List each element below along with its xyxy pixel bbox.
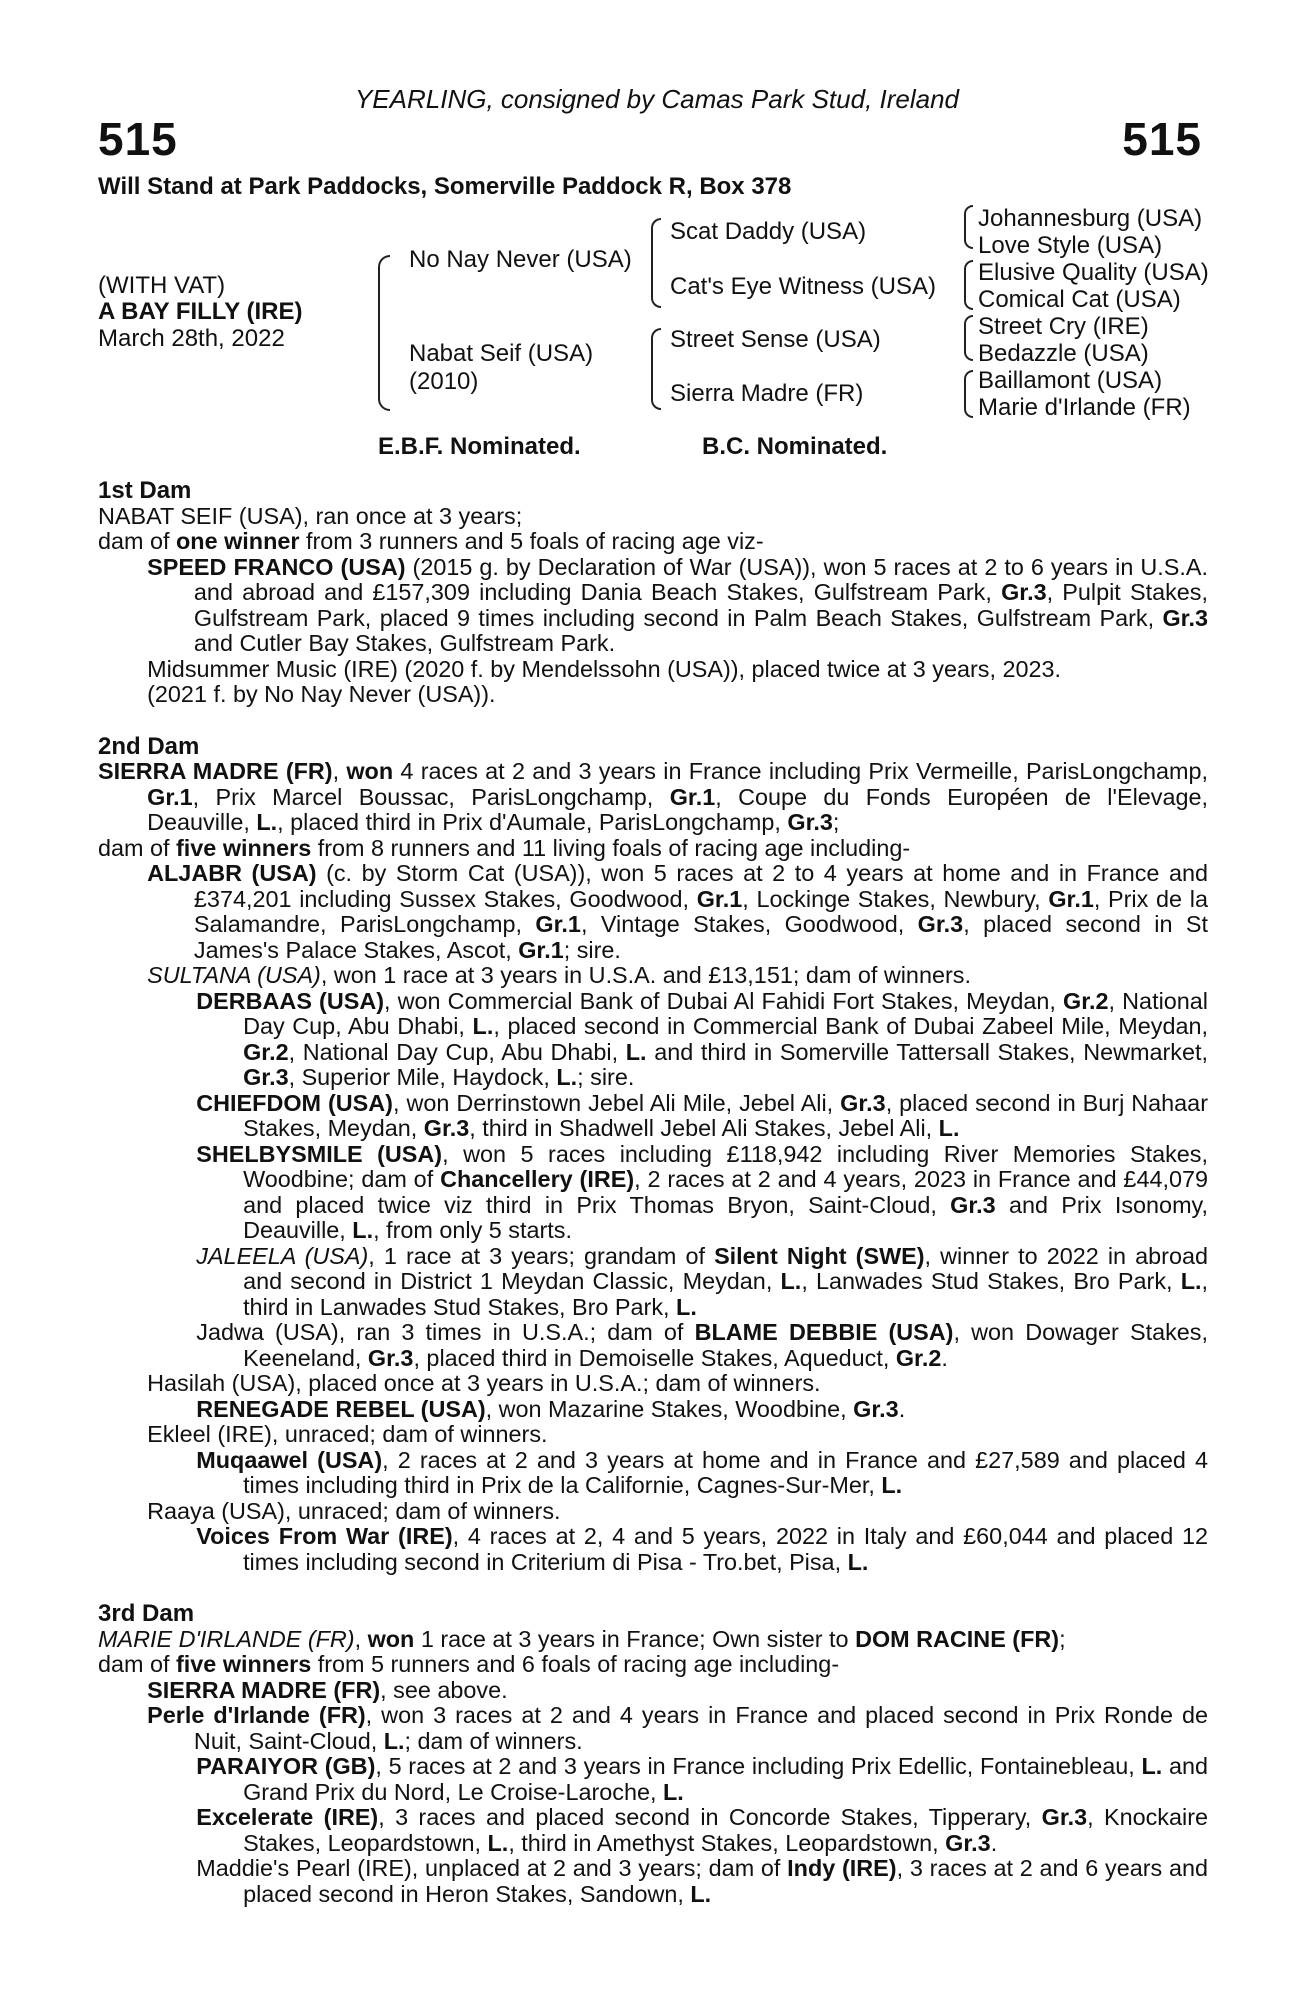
produce-raaya: Raaya (USA), unraced; dam of winners.	[147, 1497, 561, 1524]
produce-derbaas: DERBAAS (USA), won Commercial Bank of Dubai Al Fahidi Fort Stakes, Meydan, Gr.2, National Day Cup, Abu Dhabi, L., placed second in Commercial Bank of Dubai Zabeel Mile, Meydan, Gr.2, National Day Cup, Abu Dhabi, L. and third in Somerville Tattersall Stakes, Newmarket, Gr.3, Superior Mile, Haydock, L.; sire.	[196, 987, 1208, 1090]
ebf-nomination: E.B.F. Nominated.	[378, 433, 581, 460]
produce-paraiyor: PARAIYOR (GB), 5 races at 2 and 3 years in France including Prix Edellic, Fontainebleau, L. and Grand Prix du Nord, Le Croise-Laroche, L.	[196, 1753, 1209, 1805]
pedigree-brace-sd	[964, 260, 973, 310]
produce-maddies-pearl: Maddie's Pearl (IRE), unplaced at 2 and 3 years; dam of Indy (IRE), 3 races at 2 and 6 years and placed second in Heron Stakes, Sandown, L.	[196, 1855, 1208, 1907]
pedigree-dd-dam: Marie d'Irlande (FR)	[978, 394, 1191, 421]
pedigree-dam: Nabat Seif (USA)	[409, 340, 594, 367]
produce-shelbysmile: SHELBYSMILE (USA), won 5 races including £118,942 including River Memories Stakes, Woodbine; dam of Chancellery (IRE), 2 races at 2 and 4 years, 2023 in France and £44,079 and placed twice viz third in Prix Thomas Bryon, Saint-Cloud, Gr.3 and Prix Isonomy, Deauville, L., from only 5 starts.	[196, 1140, 1209, 1243]
produce-hasilah: Hasilah (USA), placed once at 3 years in U.S.A.; dam of winners.	[147, 1370, 821, 1396]
pedigree-ss-sire: Johannesburg (USA)	[978, 205, 1203, 232]
pedigree-brace-dd	[964, 370, 973, 418]
produce-muqaawel: Muqaawel (USA), 2 races at 2 and 3 years at home and in France and £27,589 and placed 4 times including third in Prix de la Californie, Cagnes-Sur-Mer, L.	[196, 1446, 1208, 1498]
produce-2021-filly: (2021 f. by No Nay Never (USA)).	[147, 681, 496, 707]
first-dam-produce-summary: dam of one winner from 3 runners and 5 foals of racing age viz-	[98, 528, 764, 554]
pedigree-sd-dam: Comical Cat (USA)	[978, 286, 1181, 313]
first-dam-text: NABAT SEIF (USA), ran once at 3 years;	[98, 502, 523, 529]
third-dam-heading: 3rd Dam	[98, 1600, 195, 1627]
pedigree-sd-sire: Elusive Quality (USA)	[978, 259, 1209, 286]
third-dam-produce-summary: dam of five winners from 5 runners and 6 foals of racing age including-	[98, 1651, 840, 1677]
produce-aljabr: ALJABR (USA) (c. by Storm Cat (USA)), won 5 races at 2 to 4 years at home and in France and £374,201 including Sussex Stakes, Goodwood, Gr.1, Lockinge Stakes, Newbury, Gr.1, Prix de la Salamandre, ParisLongchamp, Gr.1, Vintage Stakes, Goodwood, Gr.3, placed second in St James's Palace Stakes, Ascot, Gr.1; sire.	[147, 860, 1209, 963]
pedigree-dam-sire: Street Sense (USA)	[670, 326, 881, 353]
lot-number-right: 515	[1122, 113, 1202, 165]
produce-jaleela: JALEELA (USA), 1 race at 3 years; grandam of Silent Night (SWE), winner to 2022 in abroad and second in District 1 Meydan Classic, Meydan, L., Lanwades Stud Stakes, Bro Park, L., third in Lanwades Stud Stakes, Bro Park, L.	[196, 1242, 1208, 1320]
pedigree-brace-sire	[651, 218, 661, 308]
produce-sultana: SULTANA (USA), won 1 race at 3 years in U.S.A. and £13,151; dam of winners.	[147, 962, 971, 988]
produce-perle-dirlande: Perle d'Irlande (FR), won 3 races at 2 and 4 years in France and placed second in Prix Ronde de Nuit, Saint-Cloud, L.; dam of winners.	[147, 1702, 1208, 1754]
catalogue-body	[98, 478, 1208, 1907]
pedigree-sire-dam: Cat's Eye Witness (USA)	[670, 273, 936, 300]
pedigree-dd-sire: Baillamont (USA)	[978, 367, 1163, 394]
second-dam-produce-summary: dam of five winners from 8 runners and 11 living foals of racing age including-	[98, 834, 911, 861]
pedigree-sire-sire: Scat Daddy (USA)	[670, 218, 867, 245]
pedigree-ss-dam: Love Style (USA)	[978, 232, 1163, 259]
bc-nomination: B.C. Nominated.	[702, 433, 888, 460]
produce-ekleel: Ekleel (IRE), unraced; dam of winners.	[147, 1421, 548, 1447]
pedigree-brace-ss	[964, 205, 973, 249]
produce-jadwa: Jadwa (USA), ran 3 times in U.S.A.; dam of BLAME DEBBIE (USA), won Dowager Stakes, Keeneland, Gr.3, placed third in Demoiselle Stakes, Aqueduct, Gr.2.	[196, 1319, 1208, 1371]
pedigree-sire: No Nay Never (USA)	[409, 246, 632, 273]
produce-speed-franco: SPEED FRANCO (USA) (2015 g. by Declaration of War (USA)), won 5 races at 2 to 6 years in U.S.A. and abroad and £157,309 including Dania Beach Stakes, Gulfstream Park, Gr.3, Pulpit Stakes, Gulfstream Park, placed 9 times including second in Palm Beach Stakes, Gulfstream Park, Gr.3 and Cutler Bay Stakes, Gulfstream Park.	[147, 553, 1209, 656]
foaling-date: March 28th, 2022	[98, 325, 285, 352]
stand-location: Will Stand at Park Paddocks, Somerville Paddock R, Box 378	[98, 173, 792, 200]
produce-chiefdom: CHIEFDOM (USA), won Derrinstown Jebel Ali Mile, Jebel Ali, Gr.3, placed second in Burj Nahaar Stakes, Meydan, Gr.3, third in Shadwell Jebel Ali Stakes, Jebel Ali, L.	[196, 1089, 1208, 1141]
produce-excelerate: Excelerate (IRE), 3 races and placed second in Concorde Stakes, Tipperary, Gr.3, Knockaire Stakes, Leopardstown, L., third in Amethyst Stakes, Leopardstown, Gr.3.	[196, 1804, 1209, 1856]
lot-number-left: 515	[98, 113, 178, 165]
produce-midsummer-music: Midsummer Music (IRE) (2020 f. by Mendelssohn (USA)), placed twice at 3 years, 2023.	[147, 655, 1062, 682]
produce-renegade-rebel: RENEGADE REBEL (USA), won Mazarine Stakes, Woodbine, Gr.3.	[196, 1395, 906, 1422]
pedigree-brace-ds	[964, 315, 973, 361]
pedigree-dam-dam: Sierra Madre (FR)	[670, 380, 864, 407]
pedigree-ds-sire: Street Cry (IRE)	[978, 313, 1149, 340]
consignment-line: YEARLING, consigned by Camas Park Stud, Ireland	[354, 84, 960, 114]
second-dam-text: SIERRA MADRE (FR), won 4 races at 2 and 3 years in France including Prix Vermeille, ParisLongchamp, Gr.1, Prix Marcel Boussac, ParisLongchamp, Gr.1, Coupe du Fonds Européen de l'Elevage, Deauville, L., placed third in Prix d'Aumale, ParisLongchamp, Gr.3;	[98, 758, 1208, 835]
pedigree-brace-dam	[651, 328, 661, 410]
pedigree-brace-main	[378, 255, 390, 411]
first-dam-heading: 1st Dam	[98, 477, 192, 504]
pedigree-ds-dam: Bedazzle (USA)	[978, 340, 1149, 367]
third-dam-text: MARIE D'IRLANDE (FR), won 1 race at 3 years in France; Own sister to DOM RACINE (FR);	[98, 1625, 1066, 1652]
vat-label: (WITH VAT)	[98, 272, 226, 299]
produce-voices-from-war: Voices From War (IRE), 4 races at 2, 4 and 5 years, 2022 in Italy and £60,044 and placed 12 times including second in Criterium di Pisa - Tro.bet, Pisa, L.	[196, 1523, 1208, 1575]
produce-sierra-madre: SIERRA MADRE (FR), see above.	[147, 1676, 508, 1703]
pedigree-dam-year: (2010)	[409, 368, 479, 395]
second-dam-heading: 2nd Dam	[98, 732, 200, 760]
horse-name: A BAY FILLY (IRE)	[98, 298, 303, 325]
